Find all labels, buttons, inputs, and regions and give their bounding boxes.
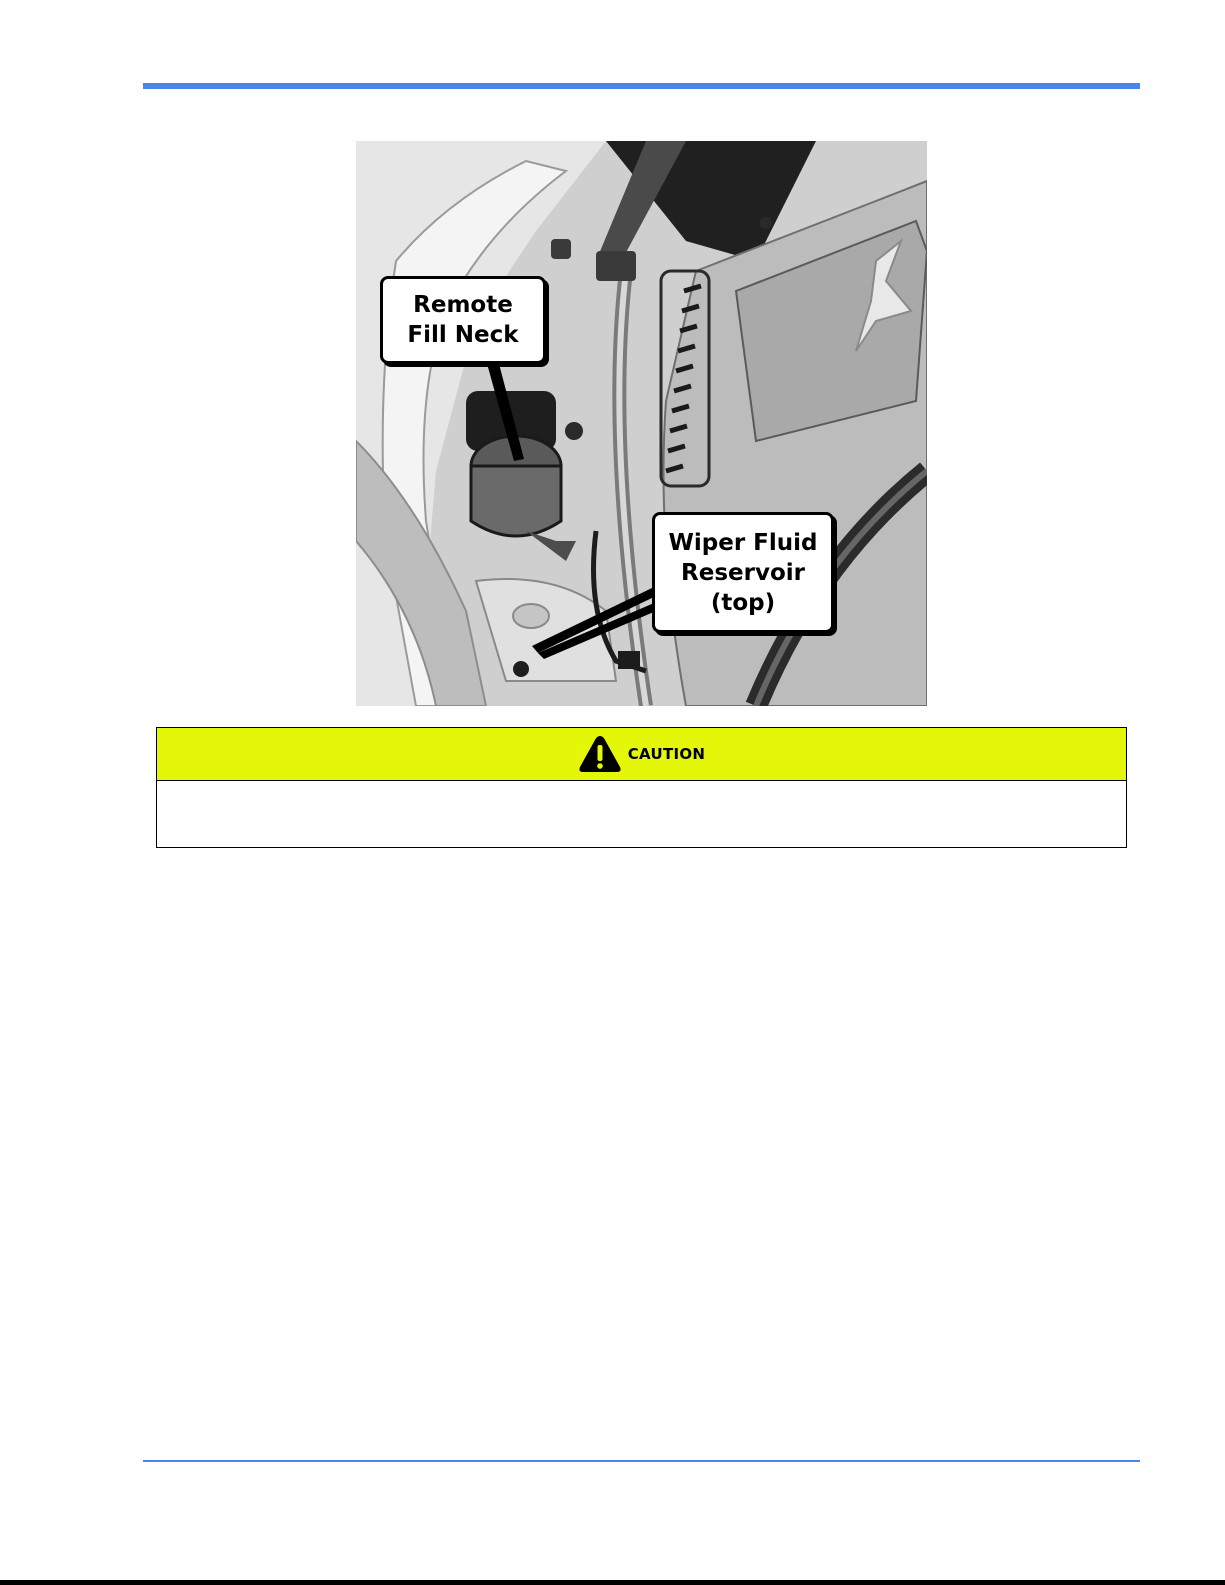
- callout-line: Reservoir: [681, 559, 805, 586]
- callout-line: Remote: [413, 292, 513, 318]
- callout-line: (top): [710, 589, 776, 616]
- callout-line: Wiper Fluid: [668, 529, 818, 556]
- vehicle-drawing: [356, 141, 927, 706]
- caution-body: [157, 781, 1126, 848]
- callout-remote-fill-neck: [380, 276, 546, 364]
- warning-triangle-icon: [578, 734, 622, 774]
- vehicle-illustration: [356, 141, 927, 706]
- caution-label: CAUTION: [627, 745, 706, 763]
- page-bottom-edge: [0, 1580, 1225, 1585]
- callout-line: Fill Neck: [407, 322, 519, 348]
- footer-rule: [143, 1460, 1140, 1462]
- callout-wiper-fluid-reservoir: [652, 512, 834, 633]
- caution-box: [156, 727, 1127, 848]
- header-rule: [143, 83, 1140, 89]
- caution-header: [157, 728, 1126, 781]
